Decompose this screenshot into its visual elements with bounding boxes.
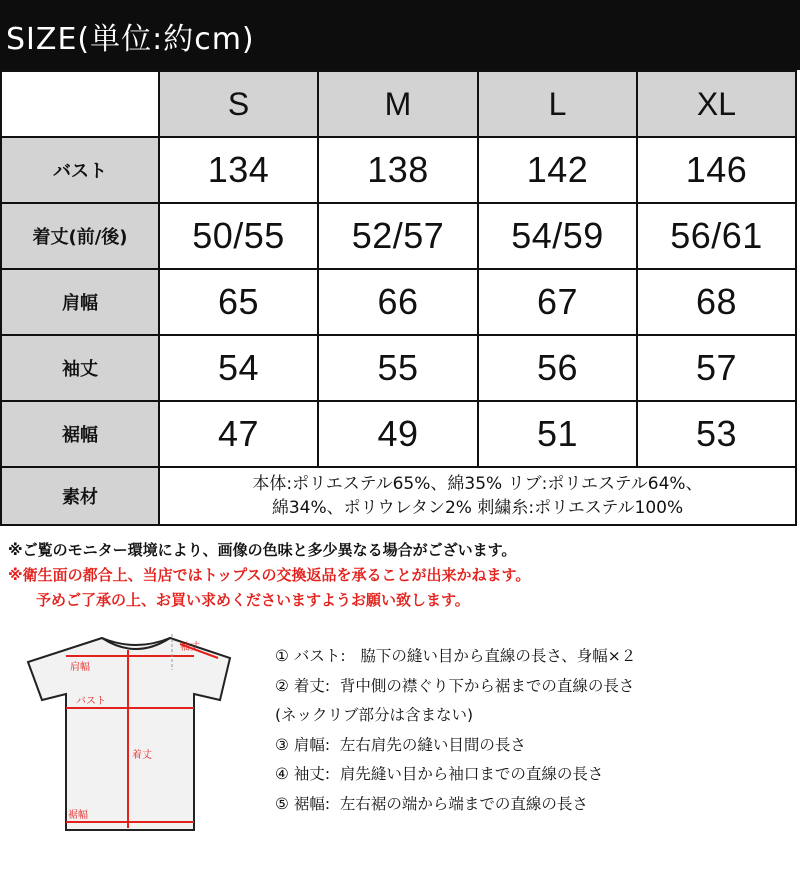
value-cell: 138 (318, 137, 478, 203)
page-title: SIZE(単位:約cm) (6, 22, 255, 57)
table-row (1, 335, 796, 401)
sleeve-label: 袖丈 (180, 642, 200, 653)
value-cell: 142 (478, 137, 637, 203)
value-cell: 51 (478, 401, 637, 467)
value-cell: 47 (159, 401, 318, 467)
value-cell: 68 (637, 269, 796, 335)
size-header: XL (637, 71, 796, 137)
legend-item: ① バスト: 脇下の縫い目から直線の長さ、身幅×２ (275, 647, 637, 665)
title-bar (0, 0, 800, 70)
size-header: S (159, 71, 318, 137)
size-header: M (318, 71, 478, 137)
size-table (0, 70, 797, 526)
legend-item: ④ 袖丈: 肩先縫い目から袖口までの直線の長さ (275, 765, 604, 783)
value-cell: 67 (478, 269, 637, 335)
material-label: 素材 (1, 467, 159, 525)
value-cell: 134 (159, 137, 318, 203)
legend-item: ⑤ 裾幅: 左右裾の端から端までの直線の長さ (275, 794, 588, 813)
value-cell: 66 (318, 269, 478, 335)
legend-item: ② 着丈: 背中側の襟ぐり下から裾までの直線の長さ (275, 676, 635, 695)
row-label: 裾幅 (1, 401, 159, 467)
note-apology: 予めご了承の上、お買い求めくださいますようお願い致します。 (36, 591, 470, 609)
value-cell: 146 (637, 137, 796, 203)
corner-cell (1, 71, 159, 137)
value-cell: 54/59 (478, 203, 637, 269)
value-cell: 53 (637, 401, 796, 467)
tshirt-measurement-diagram (20, 630, 252, 840)
size-header: L (478, 71, 637, 137)
size-header-row (1, 71, 796, 137)
value-cell: 54 (159, 335, 318, 401)
note-return-policy: ※衛生面の都合上、当店ではトップスの交換返品を承ることが出来かねます。 (8, 566, 531, 584)
shoulder-label: 肩幅 (70, 662, 90, 673)
value-cell: 65 (159, 269, 318, 335)
value-cell: 50/55 (159, 203, 318, 269)
value-cell: 55 (318, 335, 478, 401)
table-row (1, 401, 796, 467)
row-label: 肩幅 (1, 269, 159, 335)
legend-item: (ネックリブ部分は含まない) (275, 706, 474, 724)
material-line: 綿34%、ポリウレタン2% 刺繍糸:ポリエステル100% (271, 498, 684, 518)
value-cell: 49 (318, 401, 478, 467)
table-row (1, 203, 796, 269)
bust-label: バスト (76, 696, 106, 707)
note-monitor: ※ご覧のモニター環境により、画像の色味と多少異なる場合がございます。 (8, 541, 517, 559)
legend-item: ③ 肩幅: 左右肩先の縫い目間の長さ (275, 735, 526, 754)
material-line: 本体:ポリエステル65%、綿35% リブ:ポリエステル64%、 (252, 474, 703, 494)
value-cell: 52/57 (318, 203, 478, 269)
row-label: 着丈(前/後) (1, 203, 159, 269)
notes (8, 538, 530, 613)
value-cell: 56/61 (637, 203, 796, 269)
hem-label: 裾幅 (68, 810, 88, 821)
value-cell: 57 (637, 335, 796, 401)
value-cell: 56 (478, 335, 637, 401)
table-row (1, 269, 796, 335)
material-cell (159, 467, 796, 525)
table-row (1, 137, 796, 203)
measurement-legend (275, 642, 636, 819)
length-label: 着丈 (132, 750, 152, 761)
row-label: バスト (1, 137, 159, 203)
material-row (1, 467, 796, 525)
row-label: 袖丈 (1, 335, 159, 401)
